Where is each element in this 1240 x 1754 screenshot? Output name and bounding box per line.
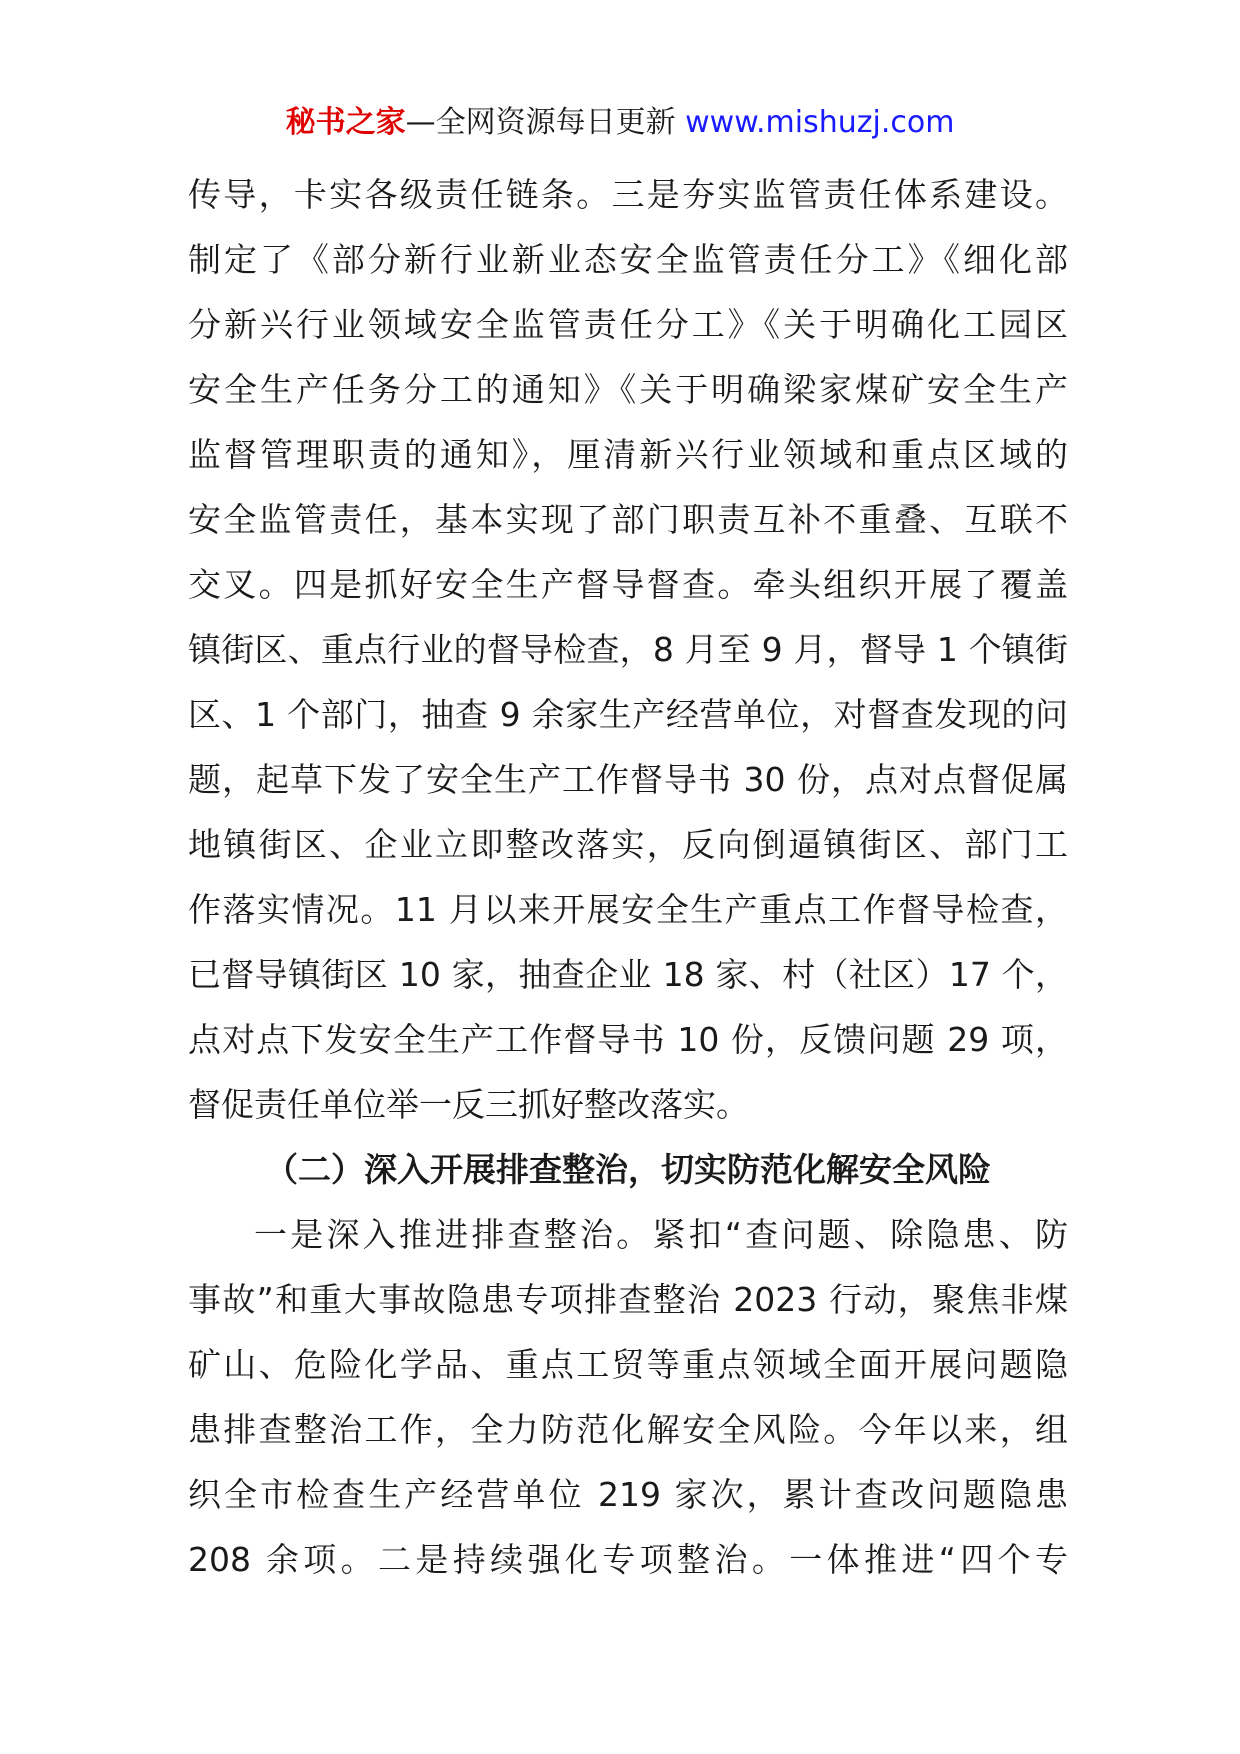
text-line: 监督管理职责的通知》，厘清新兴行业领域和重点区域的 [188,435,1068,474]
text-line: 地镇街区、企业立即整改落实，反向倒逼镇街区、部门工 [188,825,1068,864]
text-line: 208 余项。二是持续强化专项整治。一体推进“四个专 [188,1540,1068,1579]
text-line: 点对点下发安全生产工作督导书 10 份，反馈问题 29 项， [188,1020,1068,1059]
text-line: 传导，卡实各级责任链条。三是夯实监管责任体系建设。 [188,175,1068,214]
header-slogan: —全网资源每日更新 [405,105,686,140]
body-text [188,162,1068,1592]
text-line: 矿山、危险化学品、重点工贸等重点领域全面开展问题隐 [188,1345,1068,1384]
text-line: 分新兴行业领域安全监管责任分工》《关于明确化工园区 [188,305,1068,344]
text-line: 患排查整治工作，全力防范化解安全风险。今年以来，组 [188,1410,1068,1449]
text-line: 制定了《部分新行业新业态安全监管责任分工》《细化部 [188,240,1068,279]
text-line: 交叉。四是抓好安全生产督导督查。牵头组织开展了覆盖 [188,565,1068,604]
text-line: 区、1 个部门，抽查 9 余家生产经营单位，对督查发现的问 [188,695,1068,734]
text-line: 织全市检查生产经营单位 219 家次，累计查改问题隐患 [188,1475,1068,1514]
text-line: 已督导镇街区 10 家，抽查企业 18 家、村（社区）17 个， [188,955,1068,994]
text-line: 安全监管责任，基本实现了部门职责互补不重叠、互联不 [188,500,1068,539]
text-line: 安全生产任务分工的通知》《关于明确梁家煤矿安全生产 [188,370,1068,409]
text-line: 镇街区、重点行业的督导检查，8 月至 9 月，督导 1 个镇街 [188,630,1068,669]
text-line: 作落实情况。11 月以来开展安全生产重点工作督导检查， [188,890,1068,929]
brand-name: 秘书之家 [285,105,406,140]
page-header [0,100,1240,146]
text-line: 题，起草下发了安全生产工作督导书 30 份，点对点督促属 [188,760,1068,799]
paragraph-first-line: 一是深入推进排查整治。紧扣“查问题、除隐患、防 [254,1215,1068,1254]
text-line: 事故”和重大事故隐患专项排查整治 2023 行动，聚焦非煤 [188,1280,1068,1319]
website-link[interactable]: www.mishuzj.com [685,105,955,140]
text-line: 督促责任单位举一反三抓好整改落实。 [188,1085,749,1124]
section-heading: （二）深入开展排查整治，切实防范化解安全风险 [265,1150,991,1189]
